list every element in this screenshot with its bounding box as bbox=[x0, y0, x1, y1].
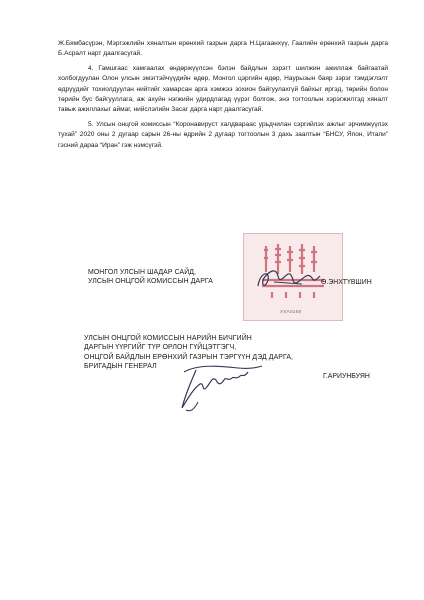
paragraph-continuation: Ж.Бямбасүрэн, Мэргэжлийн хяналтын ерөнхий газрын дарга Н.Цагаанхүү, Гаалийн ерөнхий газрын дарга Б.Асралт нарт даалгасугай. bbox=[58, 40, 388, 58]
signatory-1-title-line2: УЛСЫН ОНЦГОЙ КОМИССЫН ДАРГА bbox=[88, 278, 213, 286]
signatory-1-name: Ө.ЭНХТҮВШИН bbox=[321, 279, 372, 286]
signatory-1-title-line1: МОНГОЛ УЛСЫН ШАДАР САЙД, bbox=[88, 269, 197, 276]
document-body bbox=[58, 39, 388, 155]
signatory-2-title-line3: ОНЦГОЙ БАЙДЛЫН ЕРӨНХИЙ ГАЗРЫН ТЭРГҮҮН ДЭД ДАРГА, bbox=[84, 353, 294, 361]
signatory-2-title-line1: УЛСЫН ОНЦГОЙ КОМИССЫН НАРИЙН БИЧГИЙН bbox=[84, 335, 252, 342]
signatory-2-title-line4: БРИГАДЫН ГЕНЕРАЛ bbox=[84, 363, 157, 371]
signatory-2-name: Г.АРИУНБУЯН bbox=[323, 373, 370, 380]
seal-code: УХА0168 bbox=[280, 309, 302, 314]
paragraph-item-4: 4. Гамшгаас хамгаалах өндөржүүлсэн бэлэн байдлын зэрэгт шилжин ажиллаж байгаатай холбогдуулан Олон улсын эмэгтэйчүүдийн өдөр, Монгол цэргийн өдөр, Наурызын баяр зэрэг тэмдэглэлт өдрүүдийг тохиолдуулан нийтийг хамарсан арга хэмжээ зохион байгуулахгүй байхыг иргэд, төрийн болон төрийн бус байгууллага, аж ахуйн нэгжийн удирдлагад үүрэг болгож, энэ тогтоолын хэрэгжилтэд хяналт тавьж ажиллахыг аймаг, нийслэлийн Засаг дарга нарт даалгасугай. bbox=[58, 64, 388, 114]
signatory-2-title-line2: ДАРГЫН ҮҮРГИЙГ ТҮР ОРЛОН ГҮЙЦЭТГЭГЧ, bbox=[84, 344, 237, 352]
signatory-1-title bbox=[88, 268, 213, 287]
signature-2-handwritten bbox=[176, 358, 266, 414]
paragraph-item-5: 5. Улсын онцгой комиссын “Коронавируст халдвараас урьдчилан сэргийлэх ажлыг эрчимжүүлэх тухай” 2020 оны 2 дугаар сарын 26-ны өдрийн 2 дугаар тогтоолын 3 дахь заалтын “БНСУ, Япон, Итали” гэсний дараа “Иран” гэж нэмсүгэй. bbox=[58, 120, 388, 149]
signature-1-handwritten bbox=[254, 264, 324, 294]
